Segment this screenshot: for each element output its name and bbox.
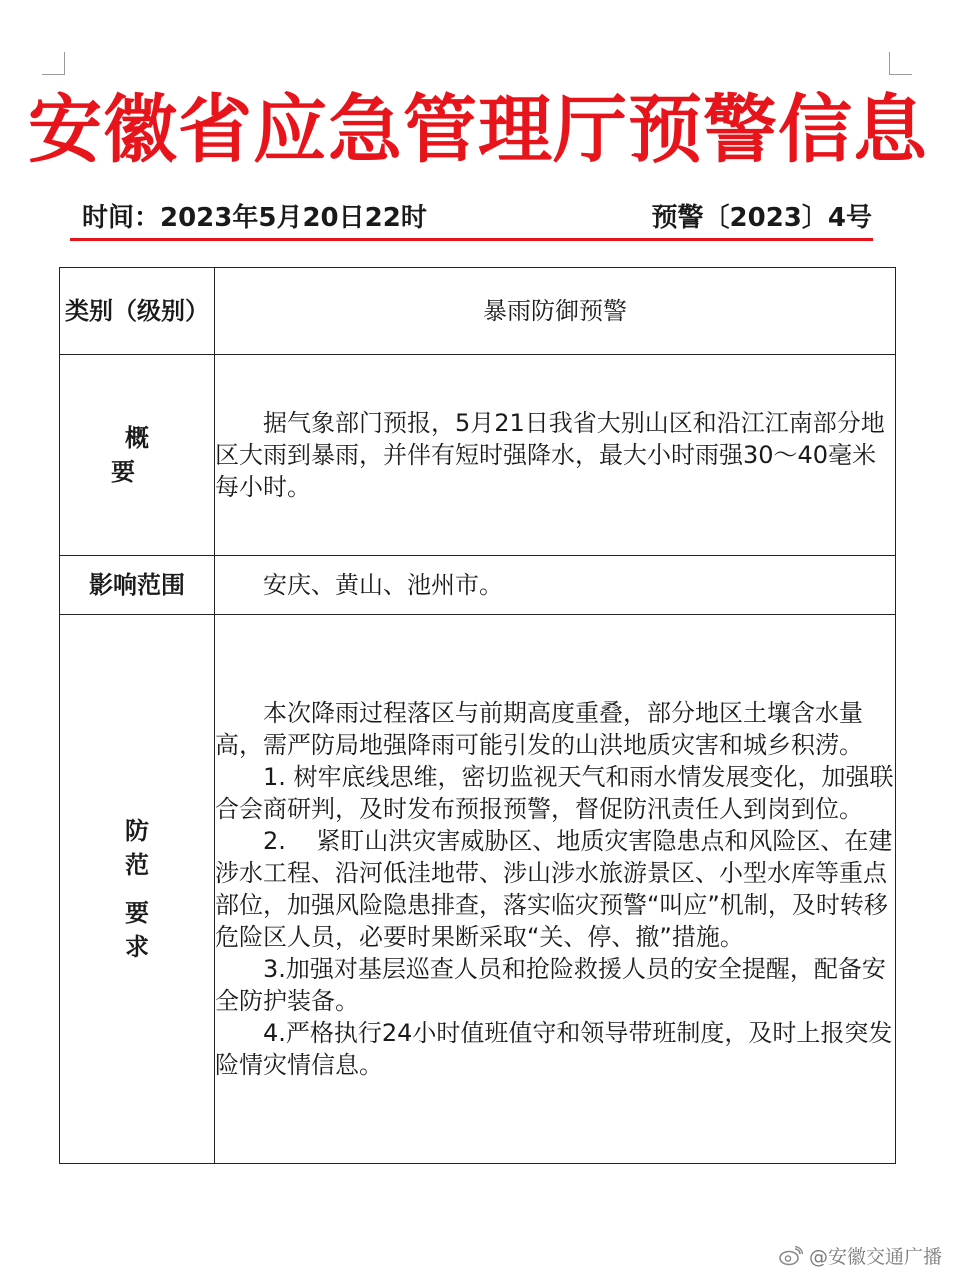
scope-text: 安庆、黄山、池州市。 [263,571,503,599]
scope-cell [215,556,896,615]
requirements-cell [215,615,896,1164]
row-scope [60,556,896,615]
summary-text: 据气象部门预报，5月21日我省大别山区和沿江江南部分地区大雨到暴雨，并伴有短时强降水，最大小时雨强30～40毫米每小时。 [215,409,885,501]
requirement-item: 3.加强对基层巡查人员和抢险救援人员的安全提醒，配备安全防护装备。 [215,955,886,1015]
watermark [779,1242,942,1269]
summary-cell [215,355,896,556]
watermark-text: @安徽交通广播 [808,1246,942,1268]
row-category [60,268,896,355]
summary-label-text: 概 要 [111,424,177,486]
requirements-label-line2: 要 求 [125,899,177,961]
weibo-icon [779,1246,803,1266]
requirement-item: 2. 紧盯山洪灾害威胁区、地质灾害隐患点和风险区、在建涉水工程、沿河低洼地带、涉山涉水旅游景区、小型水库等重点部位，加强风险隐患排查，落实临灾预警“叫应”机制，及时转移危险区人员，必要时果断采取“关、停、撤”措施。 [215,827,893,951]
document-title: 安徽省应急管理厅预警信息 [28,87,928,173]
requirement-item: 4.严格执行24小时值班值守和领导带班制度，及时上报突发险情灾情信息。 [215,1019,893,1079]
category-value: 暴雨防御预警 [215,268,896,355]
warning-table [59,267,896,1164]
row-summary [60,355,896,556]
category-label: 类别（级别） [60,268,215,355]
requirements-intro: 本次降雨过程落区与前期高度重叠，部分地区土壤含水量高，需严防局地强降雨可能引发的山洪地质灾害和城乡积涝。 [215,699,863,759]
issue-time: 时间：2023年5月20日22时 [82,203,427,233]
requirement-item: 1. 树牢底线思维，密切监视天气和雨水情发展变化，加强联合会商研判，及时发布预报预警，督促防汛责任人到岗到位。 [215,763,894,823]
row-requirements [60,615,896,1164]
red-divider [70,238,873,241]
document-number: 预警〔2023〕4号 [651,203,872,233]
summary-label [60,355,215,556]
scope-label: 影响范围 [60,556,215,615]
corner-mark-top-right [889,52,912,75]
requirements-label-line1: 防 范 [125,817,177,879]
corner-mark-top-left [42,52,65,75]
requirements-label [60,615,215,1164]
